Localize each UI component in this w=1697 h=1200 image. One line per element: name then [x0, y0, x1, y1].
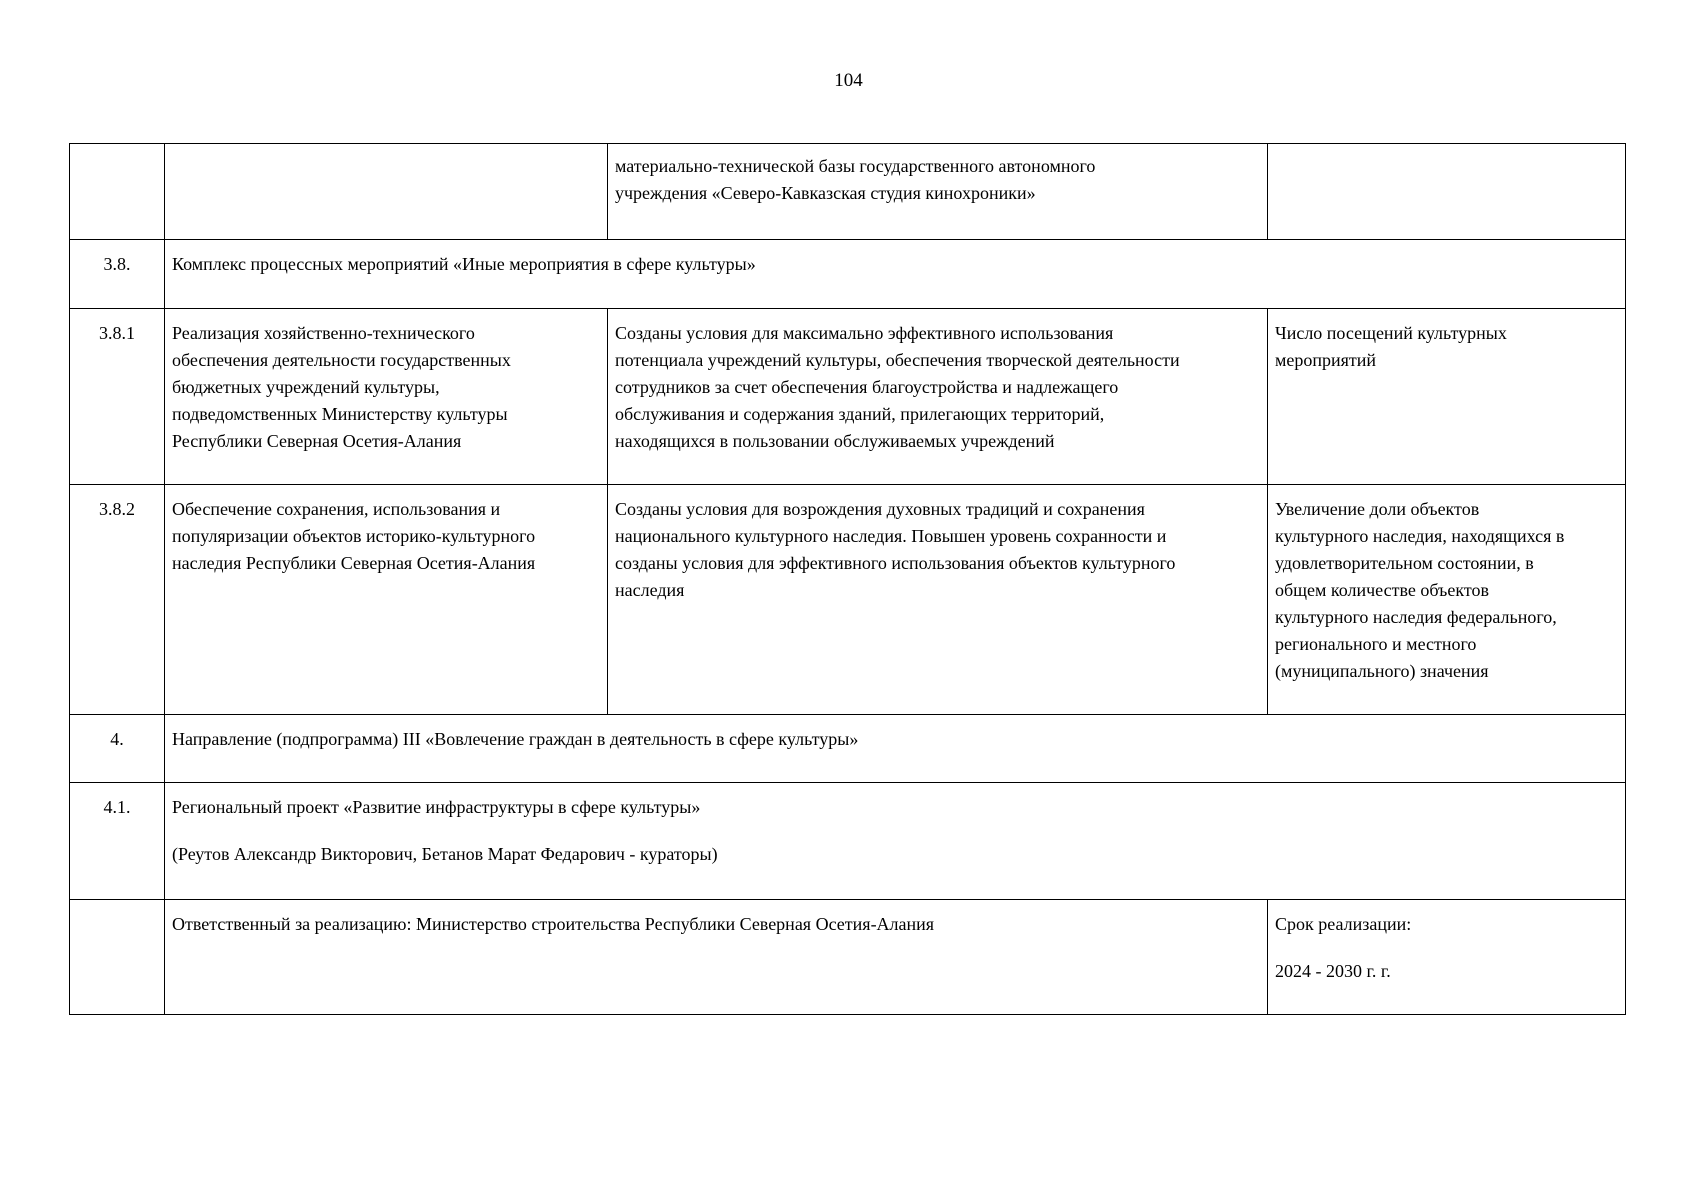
result-line: наследия — [615, 580, 685, 600]
task-line: популяризации объектов историко-культурного — [172, 526, 536, 546]
cell-indicator — [1268, 485, 1626, 715]
indicator-line: культурного наследия, находящихся в — [1275, 526, 1565, 546]
indicator-line: мероприятий — [1275, 350, 1377, 370]
task-line: Республики Северная Осетия-Алания — [172, 431, 462, 451]
table-row-3-8 — [70, 240, 1626, 309]
term-cell — [1268, 900, 1626, 1015]
task-line: Реализация хозяйственно-технического — [172, 323, 475, 343]
row-number: 3.8.1 — [70, 309, 165, 485]
cell-num — [70, 900, 165, 1015]
cell-result — [608, 485, 1268, 715]
task-line: наследия Республики Северная Осетия-Алания — [172, 553, 536, 573]
table-row-4 — [70, 715, 1626, 783]
indicator-line: Увеличение доли объектов — [1275, 499, 1480, 519]
result-line: материально-технической базы государственного автономного — [615, 156, 1096, 176]
result-line: созданы условия для эффективного использования объектов культурного — [615, 553, 1176, 573]
cell-result — [608, 144, 1268, 240]
table-row-3-8-2 — [70, 485, 1626, 715]
indicator-line: удовлетворительном состоянии, в — [1275, 553, 1534, 573]
section-title: Направление (подпрограмма) III «Вовлечение граждан в деятельность в сфере культуры» — [165, 715, 1626, 783]
page-number: 104 — [834, 70, 863, 91]
cell-num — [70, 144, 165, 240]
result-line: Созданы условия для возрождения духовных традиций и сохранения — [615, 499, 1145, 519]
cell-task — [165, 309, 608, 485]
row-number: 4.1. — [70, 783, 165, 900]
measures-table — [69, 143, 1626, 1015]
table-row-responsible — [70, 900, 1626, 1015]
term-label: Срок реализации: — [1275, 914, 1412, 934]
result-line: сотрудников за счет обеспечения благоустройства и надлежащего — [615, 377, 1119, 397]
result-line: национального культурного наследия. Повышен уровень сохранности и — [615, 526, 1167, 546]
cell-indicator — [1268, 144, 1626, 240]
task-line: бюджетных учреждений культуры, — [172, 377, 440, 397]
result-line: потенциала учреждений культуры, обеспечения творческой деятельности — [615, 350, 1180, 370]
project-cell — [165, 783, 1626, 900]
result-line: обслуживания и содержания зданий, прилегающих территорий, — [615, 404, 1105, 424]
table-row-4-1 — [70, 783, 1626, 900]
task-line: подведомственных Министерству культуры — [172, 404, 508, 424]
indicator-line: (муниципального) значения — [1275, 661, 1489, 681]
project-title: Региональный проект «Развитие инфраструктуры в сфере культуры» — [172, 797, 701, 817]
section-title: Комплекс процессных мероприятий «Иные мероприятия в сфере культуры» — [165, 240, 1626, 309]
row-number: 4. — [70, 715, 165, 783]
cell-indicator — [1268, 309, 1626, 485]
task-line: Обеспечение сохранения, использования и — [172, 499, 501, 519]
indicator-line: Число посещений культурных — [1275, 323, 1507, 343]
table-row-continuation — [70, 144, 1626, 240]
table-row-3-8-1 — [70, 309, 1626, 485]
term-value: 2024 - 2030 г. г. — [1275, 961, 1391, 981]
result-line: находящихся в пользовании обслуживаемых учреждений — [615, 431, 1055, 451]
result-line: учреждения «Северо-Кавказская студия кинохроники» — [615, 183, 1036, 203]
indicator-line: культурного наследия федерального, — [1275, 607, 1557, 627]
indicator-line: регионального и местного — [1275, 634, 1477, 654]
cell-result — [608, 309, 1268, 485]
row-number: 3.8.2 — [70, 485, 165, 715]
cell-task — [165, 144, 608, 240]
result-line: Созданы условия для максимально эффективного использования — [615, 323, 1114, 343]
responsible-text: Ответственный за реализацию: Министерство строительства Республики Северная Осетия-Алания — [165, 900, 1268, 1015]
row-number: 3.8. — [70, 240, 165, 309]
indicator-line: общем количестве объектов — [1275, 580, 1489, 600]
project-curators: (Реутов Александр Викторович, Бетанов Марат Федарович - кураторы) — [172, 844, 718, 864]
task-line: обеспечения деятельности государственных — [172, 350, 511, 370]
cell-task — [165, 485, 608, 715]
